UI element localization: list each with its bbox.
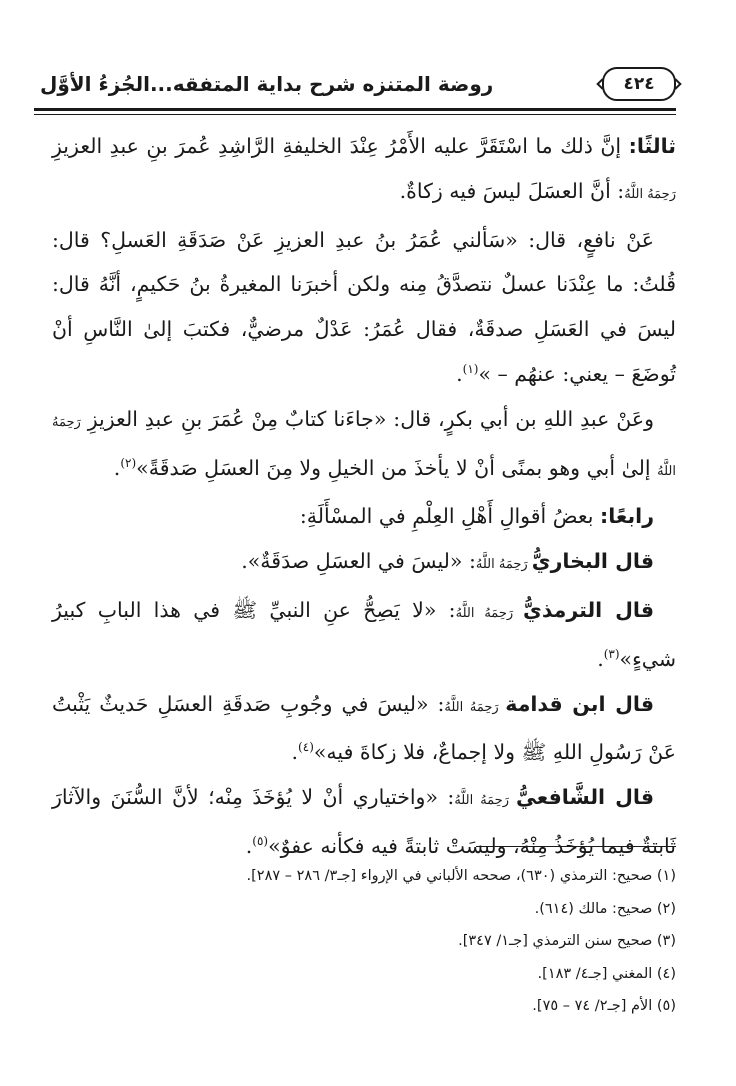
footnote-item: (٣) صحيح سنن الترمذي [جـ١/ ٣٤٧]. [458, 933, 676, 950]
running-title: روضة المتنزه شرح بداية المتفقه...الجُزءُ الأوَّل [40, 72, 494, 96]
paragraph-fourth-point [52, 494, 676, 539]
paragraph-abdullah-report [52, 397, 676, 495]
honorific: رَحِمَهُ اللَّهُ [624, 186, 676, 202]
heading-fourth: رابعًا: [600, 504, 654, 529]
footnote-ref-2[interactable]: (٢) [120, 455, 137, 470]
footnote-ref-5[interactable]: (٥) [252, 834, 269, 849]
paragraph-shafii [52, 775, 676, 869]
footnote-item: (٤) المغني [جـ٤/ ١٨٣]. [537, 965, 676, 982]
honorific: رَحِمَهُ اللَّهُ [52, 414, 676, 479]
footnote-ref-4[interactable]: (٤) [298, 740, 314, 755]
text: . [113, 455, 121, 480]
scholar-name: قال البخاريُّ [531, 549, 654, 574]
paragraph-nafi-report [52, 218, 676, 397]
text: . [597, 646, 604, 671]
paragraph-ibn-qudama [52, 682, 676, 776]
header-rule [34, 108, 676, 115]
footnote-item: (٥) الأم [جـ٢/ ٧٤ – ٧٥]. [532, 998, 676, 1015]
text: إلىٰ أبي وهو بمنًى أنْ لا يأخذَ من الخيلِ ولا مِنَ العسَلِ صَدقَةً» [136, 455, 658, 480]
text: إنَّ ذلك ما اسْتَقَرَّ عليه الأَمْرُ عِنْدَ الخليفةِ الرَّاشِدِ عُمرَ بنِ عبدِ العزيزِ [52, 134, 629, 158]
footnote-ref-1[interactable]: (١) [462, 362, 479, 377]
footnotes [52, 860, 676, 1023]
honorific: رَحِمَهُ اللَّهُ [455, 605, 524, 621]
page-number: ٤٢٤ [623, 74, 655, 94]
honorific: رَحِمَهُ اللَّهُ [444, 699, 506, 715]
page-number-badge [602, 67, 676, 101]
scholar-name: قال ابن قدامة [505, 691, 654, 716]
text: : «لا يَصِحُّ عنِ النبيِّ ﷺ في هذا البابِ كبيرُ شيءٍ» [52, 597, 676, 671]
text: : أنَّ العسَلَ ليسَ فيه زكاةٌ. [399, 178, 625, 203]
text: عَنْ نافعٍ، قال: «سَألني عُمَرُ بنُ عبدِ العزيزِ عَنْ صَدَقَةِ العَسلِ؟ قال: قُلتُ: ما عِنْدَنا عسلٌ نتصدَّقُ مِنه ولكن أخبرَنا المغيرةُ بنُ حَكيمٍ، أنَّهُ قال: ليسَ في العَسَلِ صدقَةٌ، فقال عُمَرُ: عَدْلٌ مرضيٌّ، فكتبَ إلىٰ النَّاسِ أنْ تُوضَعَ – يعني: عنهُم – » [52, 227, 676, 386]
text: . [291, 740, 299, 765]
text: . [456, 361, 463, 386]
text: وعَنْ عبدِ اللهِ بن أبي بكرٍ، قال: «جاءَنا كتابٌ مِنْ عُمَرَ بنِ عبدِ العزيزِ [80, 406, 654, 431]
text: : «ليسَ في وجُوبِ صَدقَةِ العسَلِ حَديثٌ يَثْبتُ عَنْ رَسُولِ اللهِ ﷺ ولا إجماعٌ، فلا زكاةَ فيه» [52, 691, 676, 765]
scholar-name: قال الشَّافعيُّ [516, 785, 654, 810]
scholar-name: قال الترمذيُّ [523, 597, 654, 622]
page-header [34, 62, 676, 106]
footnote-item: (١) صحيح: الترمذي (٦٣٠)، صححه الألباني في الإرواء [جـ٣/ ٢٨٦ – ٢٨٧]. [246, 868, 676, 884]
paragraph-tirmidhi [52, 588, 676, 682]
footnote-separator [476, 846, 676, 847]
main-text [52, 124, 676, 869]
footnote-ref-3[interactable]: (٣) [603, 646, 620, 661]
paragraph-bukhari [52, 539, 676, 588]
footnote-item: (٢) صحيح: مالك (٦١٤). [534, 900, 676, 917]
text: . [245, 833, 253, 858]
honorific: رَحِمَهُ اللَّهُ [454, 793, 517, 809]
paragraph-third-point [52, 124, 676, 218]
text: : «ليسَ في العسَلِ صدَقَةٌ». [241, 549, 476, 574]
text: بعضُ أقوالِ أَهْلِ العِلْمِ في المسْأَلَةِ: [299, 504, 600, 529]
text: : «واختياري أنْ لا يُؤخَذَ مِنْه؛ لأنَّ السُّنَنَ والآثارَ ثَابتةٌ فيما يُؤخَذُ مِنْهُ، وليسَتْ ثابتةً فيه فكأنه عفوٌ» [52, 785, 676, 858]
heading-third: ثالثًا: [628, 134, 676, 158]
honorific: رَحِمَهُ اللَّهُ [475, 557, 532, 573]
